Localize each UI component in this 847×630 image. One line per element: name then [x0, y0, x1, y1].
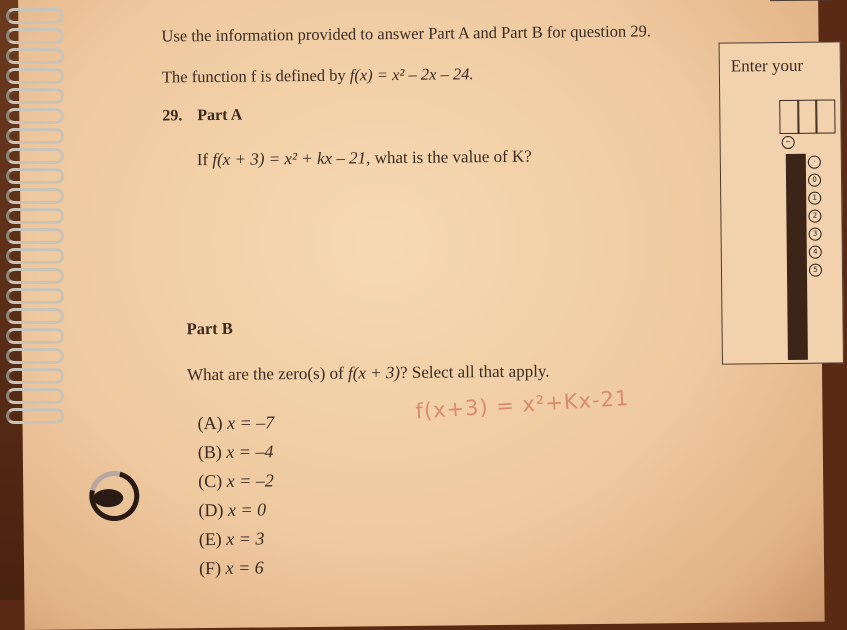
part-b-prefix: What are the zero(s) of: [186, 363, 349, 385]
bubble-icon[interactable]: 4: [809, 246, 822, 259]
grid-shaded-column: [786, 154, 808, 360]
choice-e[interactable]: [199, 528, 265, 550]
top-right-box: [770, 0, 832, 1]
choice-value: x = 3: [226, 528, 265, 549]
grid-cell[interactable]: [815, 99, 835, 133]
binding-ring: [6, 388, 64, 404]
binding-ring: [6, 88, 64, 104]
binding-ring: [6, 248, 64, 264]
binding-ring: [6, 288, 64, 304]
part-b-suffix: ? Select all that apply.: [399, 361, 550, 383]
minus-bubble-icon[interactable]: −: [782, 136, 795, 149]
function-expression: f(x) = x² – 2x – 24.: [349, 64, 474, 85]
binding-ring: [6, 328, 64, 344]
part-a-expression: f(x + 3) = x² + kx – 21: [212, 148, 367, 169]
binding-ring: [6, 148, 64, 164]
binding-ring: [6, 108, 64, 124]
binding-ring: [6, 48, 64, 64]
choice-c[interactable]: [198, 470, 274, 492]
bubble-icon[interactable]: 5: [809, 264, 822, 277]
worksheet-page: [18, 0, 825, 630]
binding-ring: [6, 68, 64, 84]
bubble-icon[interactable]: 3: [809, 228, 822, 241]
bubble-icon[interactable]: 2: [808, 210, 821, 223]
choice-letter: (F): [198, 557, 222, 579]
binding-ring: [6, 168, 64, 184]
part-b-heading: Part B: [186, 318, 233, 339]
question-number: 29.: [162, 107, 183, 125]
part-a-question: [197, 147, 532, 171]
choice-letter: (D): [198, 499, 224, 521]
choice-letter: (E): [198, 528, 222, 550]
choice-letter: (A): [197, 412, 223, 434]
part-b-expression: f(x + 3): [347, 363, 401, 383]
part-a-prefix: If: [196, 149, 213, 170]
choice-f[interactable]: [199, 557, 264, 579]
binding-ring: [6, 208, 64, 224]
binding-ring: [6, 228, 64, 244]
handwritten-note: f(x+3) = x²+Kx-21: [414, 386, 630, 424]
choice-value: x = –4: [226, 441, 274, 462]
part-a-suffix: , what is the value of K?: [366, 146, 532, 168]
function-prefix: The function f is defined by: [161, 65, 350, 87]
binding-ring: [6, 368, 64, 384]
choice-value: x = 6: [225, 557, 264, 578]
instructions-text: Use the information provided to answer Part A and Part B for question 29.: [161, 21, 651, 46]
choice-value: x = 0: [227, 499, 267, 520]
part-b-question: [187, 361, 550, 385]
binding-ring: [6, 268, 64, 284]
binding-ring: [6, 8, 64, 24]
choice-letter: (C): [198, 470, 223, 492]
binding-ring: [6, 348, 64, 364]
binding-ring: [6, 28, 64, 44]
choice-d[interactable]: [198, 499, 266, 521]
binding-ring: [6, 188, 64, 204]
binding-ring: [6, 408, 64, 424]
spiral-binding: [0, 0, 70, 600]
bubble-icon[interactable]: 1: [808, 192, 821, 205]
part-a-heading: Part A: [197, 106, 243, 125]
choice-value: x = –2: [226, 470, 274, 491]
binding-ring: [6, 128, 64, 144]
answer-box-label: Enter your: [730, 55, 804, 76]
bubble-icon[interactable]: ·: [808, 156, 821, 169]
bubble-icon[interactable]: 0: [808, 174, 821, 187]
choice-letter: (B): [197, 441, 222, 463]
choice-value: x = –7: [226, 412, 275, 433]
function-definition: [162, 64, 474, 87]
choice-a[interactable]: [197, 412, 274, 434]
answer-grid[interactable]: [779, 99, 842, 362]
binding-ring: [6, 308, 64, 324]
choice-b[interactable]: [198, 441, 274, 463]
